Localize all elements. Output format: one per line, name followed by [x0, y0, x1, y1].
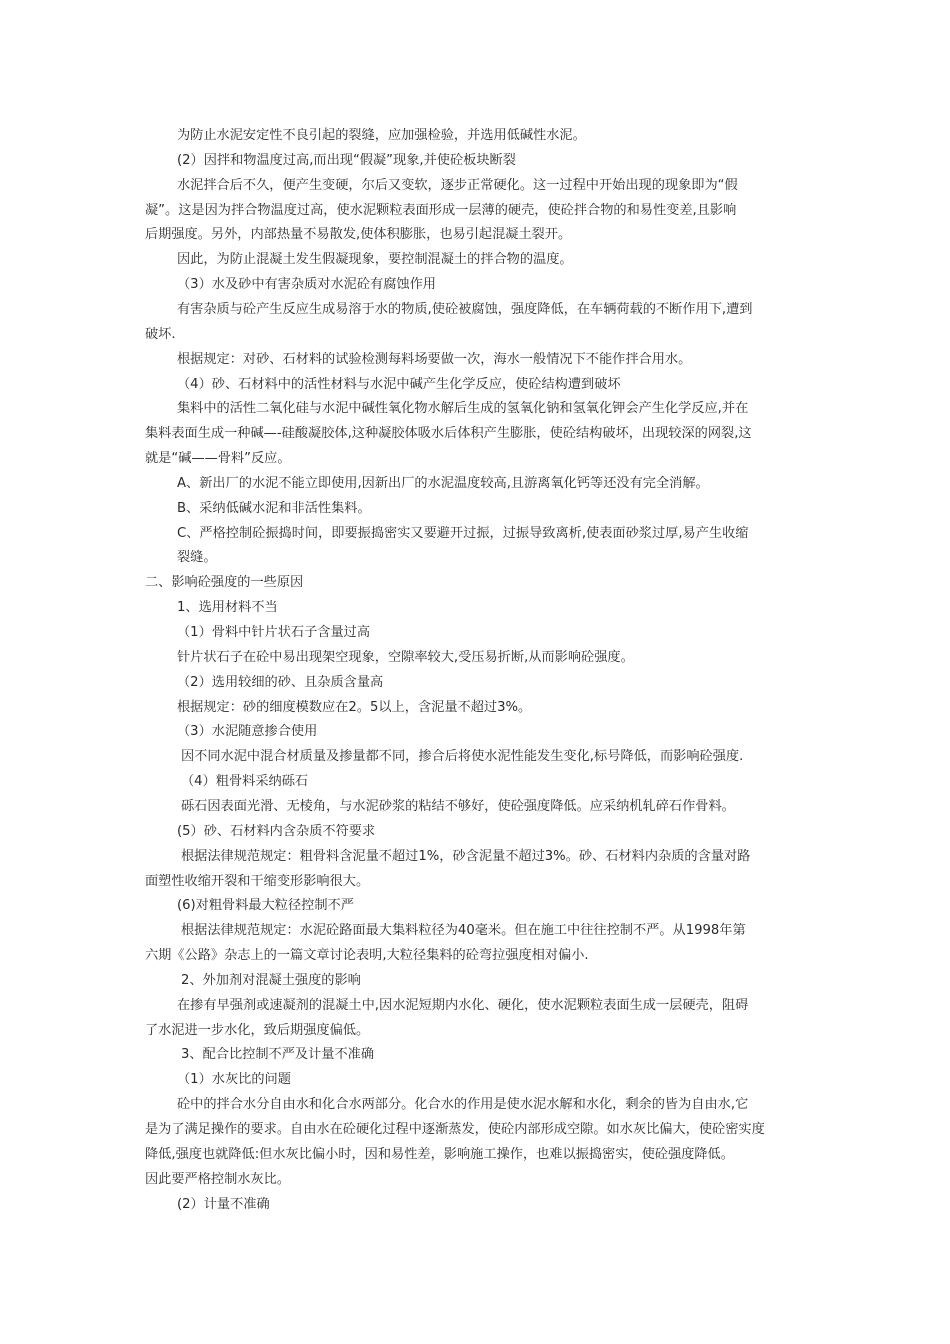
text-line: 二、影响砼强度的一些原因	[145, 575, 304, 591]
text-line: 为防止水泥安定性不良引起的裂缝，应加强检验，并选用低碱性水泥。	[177, 128, 586, 143]
text-line: 针片状石子在砼中易出现架空现象，空隙率较大,受压易折断,从而影响砼强度。	[177, 649, 634, 665]
text-line: 面塑性收缩开裂和干缩变形影响很大。	[145, 873, 370, 889]
text-line: 根据法律规范规定：水泥砼路面最大集料粒径为40毫米。但在施工中往往控制不严。从1998年第	[181, 923, 746, 939]
text-line: 凝”。这是因为拌合物温度过高，使水泥颗粒表面形成一层薄的硬壳，使砼拌合物的和易性变差,且影响	[145, 202, 737, 218]
text-line: 破坏.	[145, 326, 176, 342]
text-line: 是为了满足操作的要求。自由水在砼硬化过程中逐渐蒸发，使砼内部形成空隙。如水灰比偏大，使砼密实度	[145, 1122, 765, 1137]
text-line: (6)对粗骨料最大粒径控制不严	[177, 898, 354, 914]
text-line: 集料中的活性二氧化硅与水泥中碱性氧化物水解后生成的氢氧化钠和氢氧化钾会产生化学反应,并在	[177, 401, 749, 417]
text-line: （4）砂、石材料中的活性材料与水泥中碱产生化学反应，使砼结构遭到破坏	[177, 376, 621, 392]
text-line: 了水泥进一步水化，致后期强度偏低。	[145, 1022, 370, 1038]
text-line: 砼中的拌合水分自由水和化合水两部分。化合水的作用是使水泥水解和水化，剩余的皆为自由水,它	[177, 1097, 749, 1113]
text-line: 因此，为防止混凝土发生假凝现象，要控制混凝土的拌合物的温度。	[177, 252, 573, 268]
text-line: （3）水及砂中有害杂质对水泥砼有腐蚀作用	[177, 277, 436, 293]
text-line: (2）计量不准确	[177, 1196, 270, 1212]
text-line: （4）粗骨料采纳砾石	[181, 774, 309, 790]
text-line: 2、外加剂对混凝土强度的影响	[181, 972, 361, 988]
text-line: 根据规定：对砂、石材料的试验检测每料场要做一次，海水一般情况下不能作拌合用水。	[177, 351, 692, 367]
text-line: A、新出厂的水泥不能立即使用,因新出厂的水泥温度较高,且游离氧化钙等还没有完全消解。	[177, 475, 709, 491]
text-line: （1）水灰比的问题	[177, 1072, 291, 1088]
text-line: 因不同水泥中混合材质量及掺量都不同，掺合后将使水泥性能发生变化,标号降低，而影响砼强度.	[181, 749, 744, 765]
text-line: 降低,强度也就降低:但水灰比偏小时，因和易性差，影响施工操作，也难以振捣密实，使砼强度降低。	[145, 1146, 734, 1162]
text-line: 有害杂质与砼产生反应生成易溶于水的物质,使砼被腐蚀，强度降低，在车辆荷载的不断作用下,遭到	[177, 301, 753, 317]
text-line: （3）水泥随意掺合使用	[177, 724, 318, 740]
text-line: (5）砂、石材料内含杂质不符要求	[177, 823, 376, 839]
text-line: （1）骨料中针片状石子含量过高	[177, 625, 371, 640]
text-line: 裂缝。	[177, 550, 217, 566]
text-line: 1、选用材料不当	[177, 600, 278, 616]
text-line: 根据规定：砂的细度模数应在2。5以上，含泥量不超过3%。	[177, 699, 532, 715]
text-line: 水泥拌合后不久，便产生变硬，尔后又变软，逐步正常硬化。这一过程中开始出现的现象即为“假	[177, 177, 738, 193]
text-line: 在掺有早强剂或速凝剂的混凝土中,因水泥短期内水化、硬化，使水泥颗粒表面生成一层硬壳，阻碍	[177, 997, 749, 1013]
text-line: (2）因拌和物温度过高,而出现“假凝”现象,并使砼板块断裂	[177, 152, 516, 168]
text-line: 3、配合比控制不严及计量不准确	[181, 1047, 375, 1063]
text-line: 六期《公路》杂志上的一篇文章讨论表明,大粒径集料的砼弯拉强度相对偏小.	[145, 948, 589, 964]
text-line: 后期强度。另外，内部热量不易散发,使体积膨胀，也易引起混凝土裂开。	[145, 227, 572, 243]
text-line: 就是“碱——骨料”反应。	[145, 451, 291, 467]
text-line: 因此要严格控制水灰比。	[145, 1171, 291, 1187]
text-line: 集料表面生成一种碱—-硅酸凝胶体,这种凝胶体吸水后体积产生膨胀，使砼结构破坏，出现较深的网裂,这	[145, 426, 752, 442]
text-line: 根据法律规范规定：粗骨料含泥量不超过1%，砂含泥量不超过3%。砂、石材料内杂质的含量对路	[181, 848, 751, 864]
text-line: C、严格控制砼振捣时间，即要振捣密实又要避开过振，过振导致离析,使表面砂浆过厚,易产生收缩	[177, 525, 749, 541]
text-line: 砾石因表面光滑、无棱角，与水泥砂浆的粘结不够好，使砼强度降低。应采纳机轧碎石作骨料。	[181, 798, 735, 814]
text-line: （2）选用较细的砂、且杂质含量高	[177, 674, 384, 690]
text-line: B、采纳低碱水泥和非活性集料。	[177, 500, 371, 516]
